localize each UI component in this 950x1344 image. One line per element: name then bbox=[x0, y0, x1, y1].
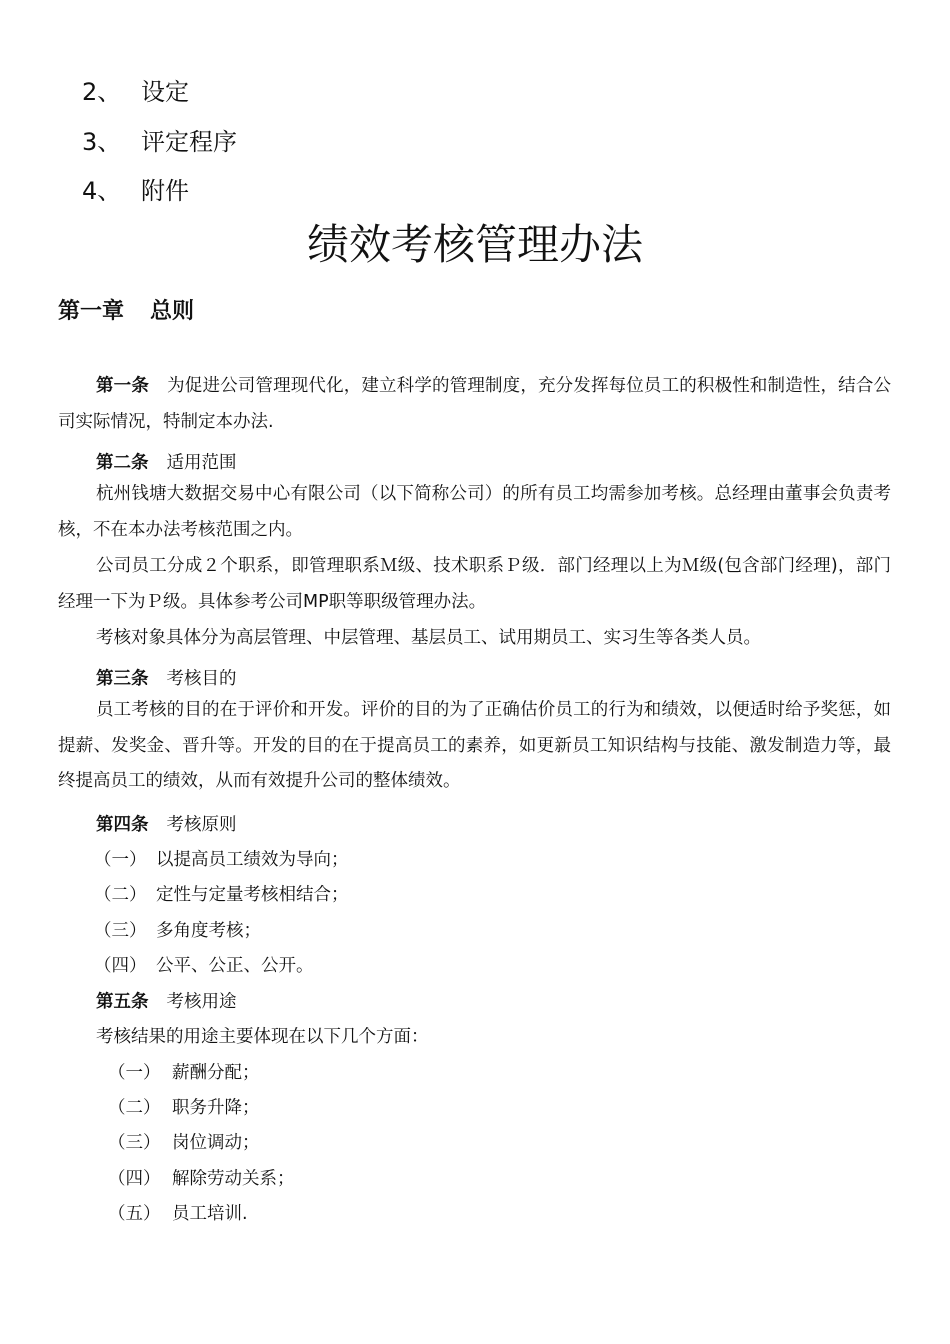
toc-number: 3、 bbox=[82, 128, 122, 156]
list-item bbox=[94, 881, 349, 906]
list-marker: （五） bbox=[108, 1204, 161, 1224]
toc-number: 2、 bbox=[82, 78, 122, 106]
article-2-label: 第二条 bbox=[96, 453, 149, 473]
article-2-heading bbox=[96, 449, 237, 474]
article-1-text: 为促进公司管理现代化，建立科学的管理制度，充分发挥每位员工的积极性和制造性，结合公司实际情况，特制定本办法. bbox=[58, 376, 892, 432]
list-item bbox=[108, 1200, 248, 1225]
list-item bbox=[108, 1059, 260, 1084]
article-5-heading bbox=[96, 988, 237, 1013]
list-text: 定性与定量考核相结合； bbox=[156, 885, 349, 905]
article-4-label: 第四条 bbox=[96, 815, 149, 835]
toc-text: 设定 bbox=[141, 78, 189, 106]
article-3-heading bbox=[96, 665, 237, 690]
article-3-paragraph-1: 员工考核的目的在于评价和开发。评价的目的为了正确估价员工的行为和绩效，以便适时给予奖惩，如提薪、发奖金、晋升等。开发的目的在于提高员工的素养，如更新员工知识结构与技能、激发制造力等，最终提高员工的绩效，从而有效提升公司的整体绩效。 bbox=[58, 700, 891, 791]
article-5-label: 第五条 bbox=[96, 992, 149, 1012]
article-3-label: 第三条 bbox=[96, 669, 149, 689]
chapter-heading bbox=[58, 294, 194, 325]
article-2-paragraph-1: 杭州钱塘大数据交易中心有限公司（以下简称公司）的所有员工均需参加考核。总经理由董事会负责考核，不在本办法考核范围之内。 bbox=[58, 484, 891, 540]
article-1-label: 第一条 bbox=[96, 376, 149, 396]
article-5-intro: 考核结果的用途主要体现在以下几个方面： bbox=[96, 1027, 429, 1047]
list-marker: （三） bbox=[94, 921, 147, 941]
article-4-heading bbox=[96, 811, 237, 836]
article-4-title: 考核原则 bbox=[166, 815, 237, 835]
list-marker: （二） bbox=[94, 885, 147, 905]
document-title: 绩效考核管理办法 bbox=[306, 220, 643, 269]
list-marker: （四） bbox=[108, 1169, 161, 1189]
list-text: 薪酬分配； bbox=[172, 1063, 260, 1083]
list-item bbox=[108, 1129, 260, 1154]
article-2-paragraph-2: 公司员工分成２个职系，即管理职系Ｍ级、技术职系Ｐ级．部门经理以上为Ｍ级(包含部门经理)，部门经理一下为Ｐ级。具体参考公司MP职等职级管理办法。 bbox=[58, 556, 891, 612]
article-2-paragraph-3: 考核对象具体分为高层管理、中层管理、基层员工、试用期员工、实习生等各类人员。 bbox=[96, 628, 761, 648]
list-marker: （一） bbox=[94, 850, 147, 870]
article-5-title: 考核用途 bbox=[166, 992, 237, 1012]
chapter-name: 总则 bbox=[150, 299, 195, 324]
list-item bbox=[108, 1094, 260, 1119]
list-item bbox=[94, 917, 261, 942]
list-marker: （一） bbox=[108, 1063, 161, 1083]
list-text: 多角度考核； bbox=[156, 921, 261, 941]
toc-number: 4、 bbox=[82, 177, 122, 205]
list-marker: （二） bbox=[108, 1098, 161, 1118]
list-item bbox=[94, 846, 349, 871]
list-text: 岗位调动； bbox=[172, 1133, 260, 1153]
list-text: 职务升降； bbox=[172, 1098, 260, 1118]
toc-text: 评定程序 bbox=[141, 128, 237, 156]
toc-text: 附件 bbox=[141, 177, 189, 205]
list-text: 员工培训. bbox=[172, 1204, 248, 1224]
list-item bbox=[94, 952, 314, 977]
article-1-paragraph bbox=[58, 369, 891, 440]
article-2-title: 适用范围 bbox=[166, 453, 237, 473]
chapter-label: 第一章 bbox=[58, 299, 125, 324]
list-marker: （四） bbox=[94, 956, 147, 976]
list-text: 解除劳动关系； bbox=[172, 1169, 295, 1189]
article-3-title: 考核目的 bbox=[166, 669, 237, 689]
list-item bbox=[108, 1165, 295, 1190]
list-text: 以提高员工绩效为导向； bbox=[156, 850, 349, 870]
list-marker: （三） bbox=[108, 1133, 161, 1153]
list-text: 公平、公正、公开。 bbox=[156, 956, 314, 976]
